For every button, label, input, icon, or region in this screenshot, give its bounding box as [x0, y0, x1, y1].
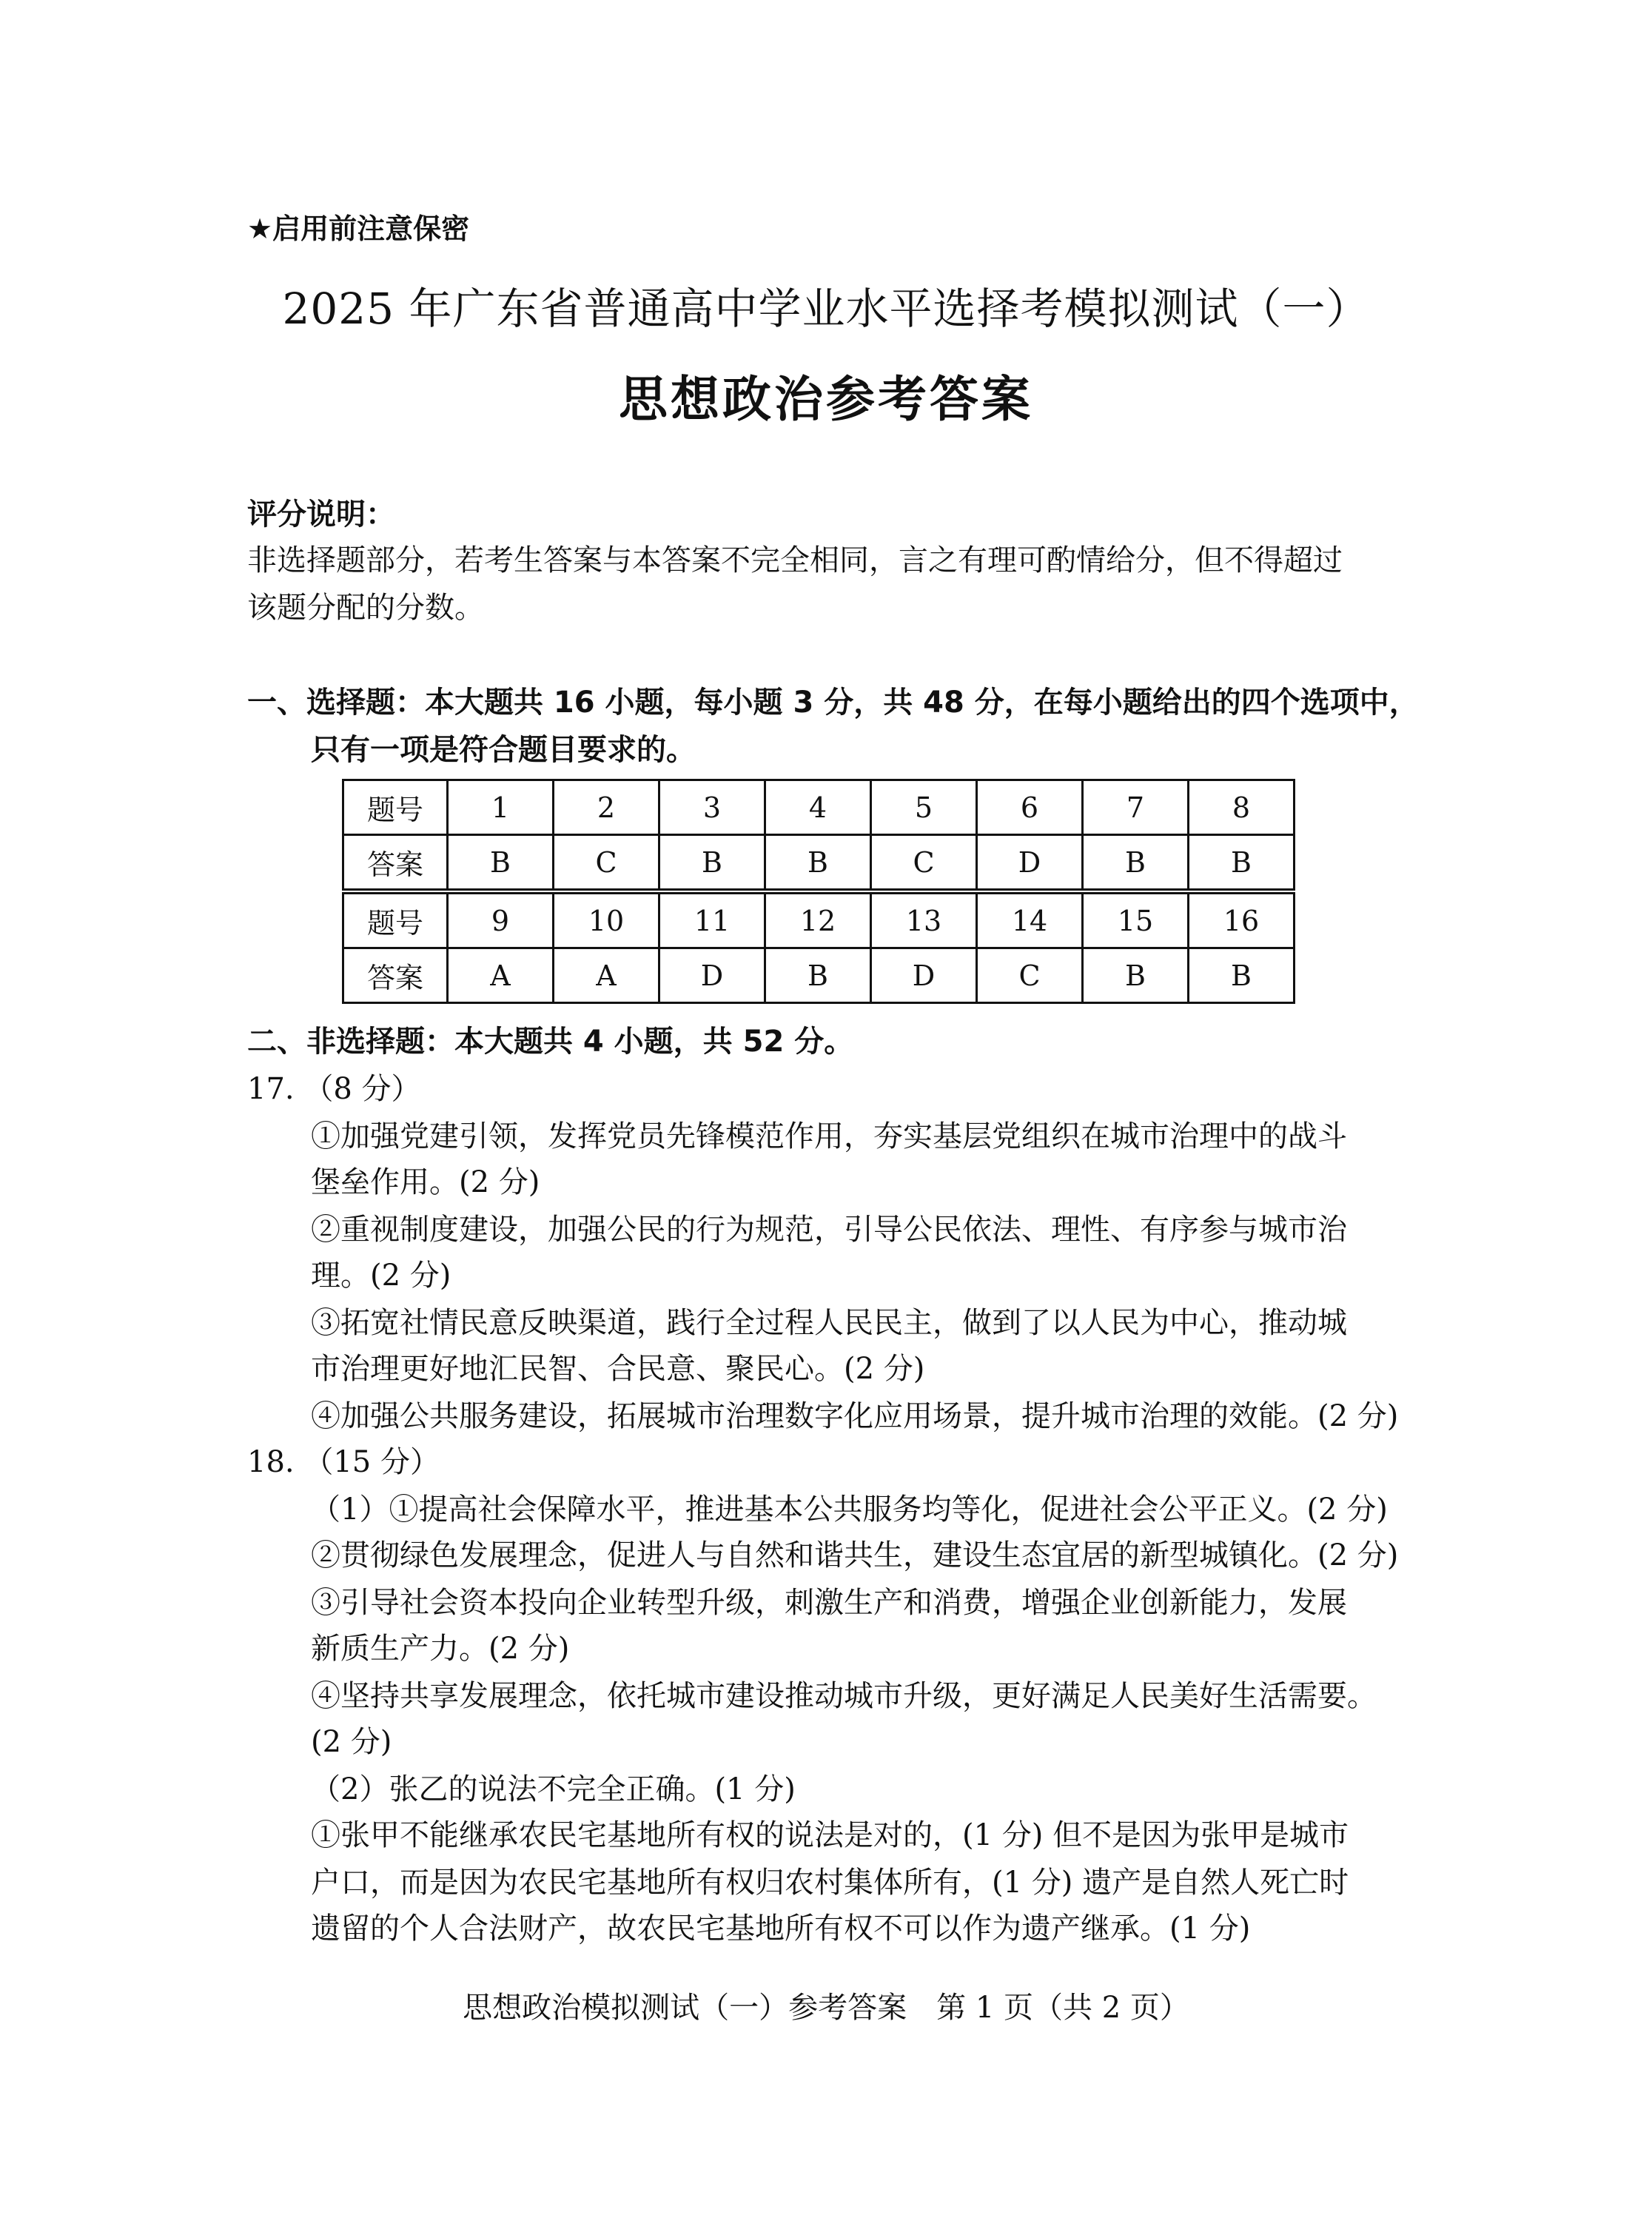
q18-line: ②贯彻绿色发展理念，促进人与自然和谐共生，建设生态宜居的新型城镇化。(2 分) [311, 1538, 1399, 1572]
question-number: 1 [448, 780, 554, 835]
table-row [343, 835, 1295, 892]
table-row [343, 780, 1295, 835]
question-number: 6 [977, 780, 1083, 835]
question-number: 7 [1083, 780, 1189, 835]
answer-cell: B [448, 835, 554, 892]
question-number: 8 [1189, 780, 1295, 835]
q18-line: （2）张乙的说法不完全正确。(1 分) [311, 1772, 796, 1806]
table-row [343, 948, 1295, 1003]
question-label: 题号 [343, 891, 448, 948]
answer-table [342, 779, 1295, 1004]
q18-line: ③引导社会资本投向企业转型升级，刺激生产和消费，增强企业创新能力，发展 [311, 1586, 1347, 1620]
section2-heading: 二、非选择题：本大题共 4 小题，共 52 分。 [247, 1025, 854, 1059]
q18-line: （1）①提高社会保障水平，推进基本公共服务均等化，促进社会公平正义。(2 分) [311, 1493, 1388, 1527]
section1-line-2: 只有一项是符合题目要求的。 [311, 733, 696, 767]
q18-label: 18. （15 分） [247, 1445, 440, 1479]
q18-line: (2 分) [311, 1725, 392, 1759]
scoring-heading: 评分说明： [247, 498, 395, 532]
q17-line: ③拓宽社情民意反映渠道，践行全过程人民民主，做到了以人民为中心，推动城 [311, 1306, 1347, 1340]
q17-line: ②重视制度建设，加强公民的行为规范，引导公民依法、理性、有序参与城市治 [311, 1213, 1347, 1247]
q18-line: 新质生产力。(2 分) [311, 1632, 570, 1666]
q17-line: ①加强党建引领，发挥党员先锋模范作用，夯实基层党组织在城市治理中的战斗 [311, 1119, 1347, 1153]
answer-label: 答案 [343, 948, 448, 1003]
question-number: 16 [1189, 891, 1295, 948]
question-number: 11 [659, 891, 765, 948]
answer-cell: B [1083, 948, 1189, 1003]
exam-title: 2025 年广东省普通高中学业水平选择考模拟测试（一） [282, 284, 1370, 334]
answer-cell: B [765, 835, 871, 892]
answer-cell: D [871, 948, 977, 1003]
answer-key-title: 思想政治参考答案 [619, 371, 1033, 428]
question-number: 13 [871, 891, 977, 948]
q18-line: 遗留的个人合法财产，故农民宅基地所有权不可以作为遗产继承。(1 分) [311, 1912, 1251, 1946]
page-footer: 思想政治模拟测试（一）参考答案 第 1 页（共 2 页） [463, 1991, 1189, 2025]
question-number: 4 [765, 780, 871, 835]
q18-line: ④坚持共享发展理念，依托城市建设推动城市升级，更好满足人民美好生活需要。 [311, 1679, 1377, 1713]
q17-label: 17. （8 分） [247, 1072, 421, 1106]
scoring-line-2: 该题分配的分数。 [247, 591, 484, 625]
question-number: 12 [765, 891, 871, 948]
answer-cell: A [448, 948, 554, 1003]
q17-line: 市治理更好地汇民智、合民意、聚民心。(2 分) [311, 1352, 925, 1386]
question-number: 9 [448, 891, 554, 948]
answer-cell: C [871, 835, 977, 892]
answer-label: 答案 [343, 835, 448, 892]
answer-cell: B [1083, 835, 1189, 892]
answer-cell: B [1189, 948, 1295, 1003]
answer-cell: D [977, 835, 1083, 892]
table-row [343, 891, 1295, 948]
question-number: 2 [554, 780, 659, 835]
answer-cell: B [659, 835, 765, 892]
scoring-line-1: 非选择题部分，若考生答案与本答案不完全相同，言之有理可酌情给分，但不得超过 [247, 543, 1343, 577]
q17-line: ④加强公共服务建设，拓展城市治理数字化应用场景，提升城市治理的效能。(2 分) [311, 1399, 1399, 1433]
answer-cell: A [554, 948, 659, 1003]
question-number: 14 [977, 891, 1083, 948]
answer-cell: C [554, 835, 659, 892]
question-number: 10 [554, 891, 659, 948]
confidential-notice: ★启用前注意保密 [247, 212, 470, 245]
q18-line: ①张甲不能继承农民宅基地所有权的说法是对的，(1 分) 但不是因为张甲是城市 [311, 1818, 1349, 1852]
q17-line: 理。(2 分) [311, 1259, 451, 1293]
question-number: 3 [659, 780, 765, 835]
question-number: 5 [871, 780, 977, 835]
q17-line: 堡垒作用。(2 分) [311, 1165, 540, 1199]
answer-cell: D [659, 948, 765, 1003]
answer-cell: C [977, 948, 1083, 1003]
q18-line: 户口，而是因为农民宅基地所有权归农村集体所有，(1 分) 遗产是自然人死亡时 [311, 1866, 1349, 1900]
answer-cell: B [1189, 835, 1295, 892]
section1-line-1: 一、选择题：本大题共 16 小题，每小题 3 分，共 48 分，在每小题给出的四个选项中， [247, 686, 1419, 720]
question-label: 题号 [343, 780, 448, 835]
question-number: 15 [1083, 891, 1189, 948]
answer-cell: B [765, 948, 871, 1003]
